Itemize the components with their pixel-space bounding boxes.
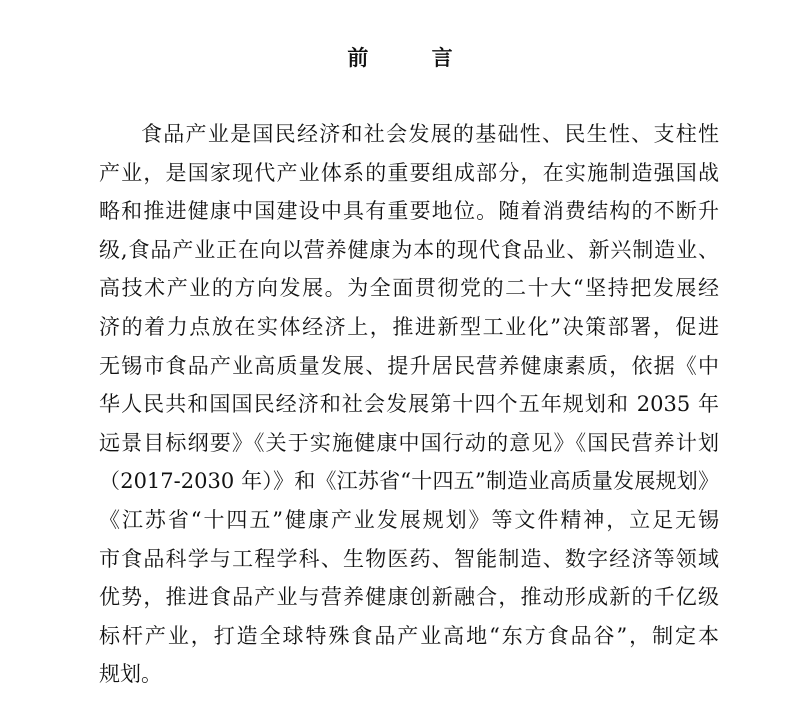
paragraph-line: 远景目标纲要》《关于实施健康中国行动的意见》《国民营养计划 xyxy=(99,430,719,455)
paragraph-line: 济的着力点放在实体经济上，推进新型工业化”决策部署，促进 xyxy=(99,314,719,339)
paragraph-line: 规划。 xyxy=(99,662,162,687)
paragraph-line: 《江苏省“十四五”健康产业发展规划》等文件精神，立足无锡 xyxy=(99,507,719,532)
paragraph-line: 标杆产业，打造全球特殊食品产业高地“东方食品谷”，制定本 xyxy=(99,623,719,648)
page-title: 前 言 xyxy=(347,45,481,70)
paragraph-line: 高技术产业的方向发展。为全面贯彻党的二十大“坚持把发展经 xyxy=(99,276,719,301)
paragraph-line: （2017-2030 年）》和《江苏省“十四五”制造业高质量发展规划》 xyxy=(99,469,719,494)
paragraph-line: 华人民共和国国民经济和社会发展第十四个五年规划和 2035 年 xyxy=(99,392,719,417)
paragraph-line: 产业，是国家现代产业体系的重要组成部分，在实施制造强国战 xyxy=(99,160,719,185)
paragraph-line: 市食品科学与工程学科、生物医药、智能制造、数字经济等领域 xyxy=(99,546,719,571)
paragraph-line: 优势，推进食品产业与营养健康创新融合，推动形成新的千亿级 xyxy=(99,585,719,610)
paragraph-line: 无锡市食品产业高质量发展、提升居民营养健康素质，依据《中 xyxy=(99,353,719,378)
paragraph-line: 级,食品产业正在向以营养健康为本的现代食品业、新兴制造业、 xyxy=(99,237,719,262)
paragraph-line: 略和推进健康中国建设中具有重要地位。随着消费结构的不断升 xyxy=(99,199,719,224)
preface-paragraph xyxy=(99,115,719,694)
paragraph-line: 食品产业是国民经济和社会发展的基础性、民生性、支柱性 xyxy=(141,122,719,146)
